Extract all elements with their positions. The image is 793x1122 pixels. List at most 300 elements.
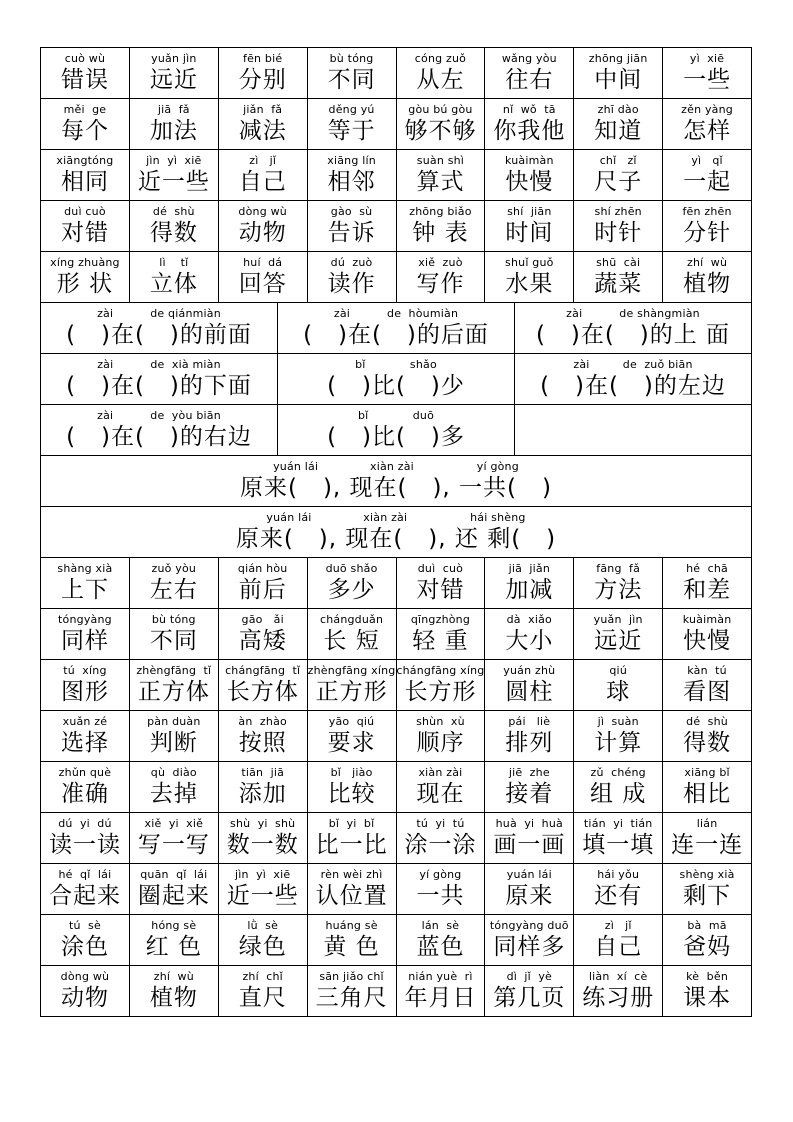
hanzi-text: 从左 [416,67,465,93]
hanzi-text: 往右 [505,67,554,93]
word-cell [41,711,130,761]
pinyin-text: tián yi tián [583,817,653,830]
word-row [40,965,752,1017]
pinyin-text: zì jǐ [249,154,277,167]
hanzi-text: 不同 [327,67,376,93]
word-cell [397,813,486,863]
hanzi-text: 得数 [683,730,732,756]
phrase-cell [278,354,515,404]
hanzi-text: 原来 [505,883,554,909]
hanzi-text: 轻 重 [412,628,469,654]
word-cell [485,966,574,1016]
phrase-cell [278,303,515,353]
word-cell [663,966,752,1016]
pinyin-text: bù tóng [151,613,196,626]
word-cell [397,660,486,710]
word-row [40,200,752,251]
pinyin-text: bà mā [687,919,727,932]
pinyin-text: nǐ wǒ tā [502,103,556,116]
word-cell [574,201,663,251]
hanzi-text: 直尺 [238,985,287,1011]
word-cell [130,864,219,914]
word-cell [485,864,574,914]
hanzi-text: 告诉 [327,220,376,246]
hanzi-text: 涂一涂 [404,832,477,858]
word-cell [574,252,663,302]
pinyin-text: àn zhào [238,715,287,728]
hanzi-text: 立体 [149,271,198,297]
hanzi-text: 课本 [683,985,732,1011]
pinyin-text: shàng xià [57,562,113,575]
word-cell [663,711,752,761]
pinyin-text: yāo qiú [328,715,375,728]
word-cell [308,864,397,914]
word-cell [574,48,663,98]
pinyin-text: yuǎn jìn [593,613,643,626]
pinyin-text: xiāng lín [327,154,376,167]
pinyin-text: zhí wù [153,970,194,983]
hanzi-text: 按照 [238,730,287,756]
hanzi-text: 你我他 [493,118,566,144]
pinyin-text: qù diào [150,766,197,779]
sentence-row [40,455,752,506]
pinyin-text: zuǒ yòu [151,562,197,575]
pinyin-text: zhōng biǎo [409,205,472,218]
word-cell [130,762,219,812]
hanzi-text: 涂色 [60,934,109,960]
phrase-cell [515,405,752,455]
hanzi-text: ( )在( )的上 面 [535,322,731,348]
hanzi-text: 加减 [505,577,554,603]
word-cell [485,609,574,659]
hanzi-text: 怎样 [683,118,732,144]
pinyin-text: bù tóng [329,52,374,65]
word-cell [219,48,308,98]
pinyin-text: měi ge [63,103,107,116]
word-cell [130,660,219,710]
pinyin-text: gào sù [330,205,373,218]
word-cell [308,609,397,659]
word-cell [574,609,663,659]
pinyin-text: zài de xià miàn [97,358,221,371]
hanzi-text: 一些 [683,67,732,93]
pinyin-text: rèn wèi zhì [320,868,383,881]
word-cell [397,711,486,761]
pinyin-text: xiě yi xiě [144,817,204,830]
pinyin-text: zǔ chéng [590,766,646,779]
hanzi-text: 添加 [238,781,287,807]
hanzi-text: 植物 [149,985,198,1011]
word-cell [308,252,397,302]
word-cell [41,609,130,659]
pinyin-text: xiāngtóng [56,154,114,167]
pinyin-text: qián hòu [237,562,288,575]
pinyin-text: huáng sè [325,919,378,932]
pinyin-text: dà xiǎo [506,613,552,626]
hanzi-text: 远近 [594,628,643,654]
word-cell [397,558,486,608]
hanzi-text: 对错 [416,577,465,603]
pinyin-text: tú sè [68,919,101,932]
word-cell [41,558,130,608]
pinyin-text: shèng xià [679,868,735,881]
word-cell [574,99,663,149]
phrase-cell [41,405,278,455]
word-cell [308,762,397,812]
word-cell [663,864,752,914]
hanzi-text: 水果 [505,271,554,297]
pinyin-text: zài de qiánmiàn [97,307,221,320]
word-cell [130,915,219,965]
hanzi-text: 绿色 [238,934,287,960]
word-cell [485,660,574,710]
pinyin-text: yuǎn jìn [151,52,197,65]
hanzi-text: 看图 [683,679,732,705]
phrase-row [40,404,752,455]
hanzi-text: 前后 [238,577,287,603]
pinyin-text: yuán lái xiàn zài hái shèng [266,511,526,524]
hanzi-text: 选择 [60,730,109,756]
hanzi-text: 自己 [594,934,643,960]
word-cell [308,660,397,710]
word-row [40,251,752,302]
pinyin-text: tiān jiā [241,766,285,779]
word-cell [663,150,752,200]
pinyin-text: dì jǐ yè [506,970,553,983]
pinyin-text: bǐ yi bǐ [328,817,375,830]
word-cell [663,660,752,710]
pinyin-text: zì jǐ [604,919,632,932]
hanzi-text: 读作 [327,271,376,297]
pinyin-text: liàn xí cè [588,970,648,983]
word-cell [397,864,486,914]
word-cell [663,201,752,251]
word-cell [663,609,752,659]
hanzi-text: 判断 [149,730,198,756]
hanzi-text: 填一填 [582,832,655,858]
hanzi-text: 计算 [594,730,643,756]
pinyin-text: sān jiǎo chǐ [319,970,384,983]
pinyin-text: jì suàn [597,715,639,728]
word-cell [663,558,752,608]
word-cell [663,915,752,965]
word-cell [41,150,130,200]
word-row [40,557,752,608]
pinyin-text: pái liè [508,715,551,728]
word-cell [219,813,308,863]
pinyin-text: xuǎn zé [62,715,108,728]
hanzi-text: 读一读 [48,832,121,858]
hanzi-text: 分针 [683,220,732,246]
hanzi-text: 多少 [327,577,376,603]
hanzi-text: 正方体 [137,679,210,705]
pinyin-text: zhǔn què [58,766,112,779]
hanzi-text: 时针 [594,220,643,246]
word-cell [41,252,130,302]
pinyin-text: bǐ shǎo [355,358,437,371]
pinyin-text: yuán zhù [503,664,556,677]
pinyin-text: xiàn zài [418,766,463,779]
word-cell [219,711,308,761]
word-cell [130,966,219,1016]
pinyin-text: gòu bú gòu [408,103,473,116]
pinyin-text: kàn tú [687,664,727,677]
pinyin-text: tú xíng [63,664,107,677]
hanzi-text: 还有 [594,883,643,909]
hanzi-text: 相比 [683,781,732,807]
word-cell [41,813,130,863]
word-cell [41,762,130,812]
word-cell [663,813,752,863]
hanzi-text: 上下 [60,577,109,603]
word-cell [130,48,219,98]
word-cell [308,150,397,200]
sentence-cell [41,456,752,506]
pinyin-text: cóng zuǒ [414,52,467,65]
pinyin-text: kè běn [686,970,728,983]
hanzi-text: 比较 [327,781,376,807]
word-cell [219,762,308,812]
word-cell [41,99,130,149]
pinyin-text: shùn xù [416,715,465,728]
word-cell [308,558,397,608]
word-cell [130,813,219,863]
hanzi-text: 图形 [60,679,109,705]
hanzi-text: 组 成 [590,781,647,807]
pinyin-text: suàn shì [416,154,465,167]
pinyin-text: jìn yì xiē [146,154,202,167]
pinyin-text: chǐ zǐ [599,154,637,167]
hanzi-text: 时间 [505,220,554,246]
word-cell [130,99,219,149]
hanzi-text: 知道 [594,118,643,144]
word-cell [130,609,219,659]
pinyin-text: yí gòng [419,868,462,881]
pinyin-text: zěn yàng [681,103,733,116]
pinyin-text: děng yú [328,103,375,116]
hanzi-text: 去掉 [149,781,198,807]
word-row [40,149,752,200]
hanzi-text: 现在 [416,781,465,807]
word-cell [485,150,574,200]
hanzi-text: 写作 [416,271,465,297]
word-cell [397,252,486,302]
pinyin-text: chángduǎn [319,613,384,626]
hanzi-text: 尺子 [594,169,643,195]
word-cell [485,558,574,608]
word-cell [308,813,397,863]
word-cell [663,99,752,149]
word-cell [485,915,574,965]
hanzi-text: 不同 [149,628,198,654]
pinyin-text: shí jiān [507,205,552,218]
hanzi-text: 接着 [505,781,554,807]
pinyin-text: tóngyàng [58,613,112,626]
pinyin-text: kuàimàn [504,154,554,167]
pinyin-text: jìn yì xiē [235,868,291,881]
word-cell [574,813,663,863]
word-row [40,863,752,914]
phrase-cell [278,405,515,455]
word-cell [308,966,397,1016]
hanzi-text: 方法 [594,577,643,603]
word-cell [397,915,486,965]
hanzi-text: 原来( ), 现在( ), 还 剩( ) [235,526,557,552]
word-cell [574,864,663,914]
word-cell [219,915,308,965]
pinyin-text: huà yi huà [495,817,563,830]
pinyin-text: jiǎn fǎ [243,103,283,116]
word-cell [41,201,130,251]
sentence-row [40,506,752,557]
word-cell [308,711,397,761]
word-cell [574,966,663,1016]
word-row [40,98,752,149]
pinyin-text: fāng fǎ [596,562,641,575]
pinyin-text: yì xiē [689,52,725,65]
hanzi-text: 排列 [505,730,554,756]
hanzi-text: 够不够 [404,118,477,144]
pinyin-text: yuán lái [506,868,552,881]
pinyin-text: zhī dào [597,103,639,116]
word-cell [397,762,486,812]
hanzi-text: 数一数 [226,832,299,858]
word-row [40,47,752,98]
word-cell [663,48,752,98]
hanzi-text: 长方形 [404,679,477,705]
hanzi-text: 相同 [60,169,109,195]
hanzi-text: 认位置 [315,883,388,909]
phrase-cell [515,303,752,353]
hanzi-text: 要求 [327,730,376,756]
hanzi-text: 相邻 [327,169,376,195]
pinyin-text: lán sè [421,919,460,932]
word-cell [574,762,663,812]
hanzi-text: 正方形 [315,679,388,705]
word-cell [41,48,130,98]
pinyin-text: hé chā [686,562,729,575]
hanzi-text: 快慢 [683,628,732,654]
word-cell [397,201,486,251]
word-cell [485,762,574,812]
word-cell [219,609,308,659]
hanzi-text: 钟 表 [412,220,469,246]
word-cell [308,915,397,965]
pinyin-text: hé qǐ lái [58,868,112,881]
pinyin-text: lì tǐ [159,256,189,269]
pinyin-text: zhí chǐ [242,970,283,983]
pinyin-text: duì cuò [64,205,106,218]
hanzi-text: 减法 [238,118,287,144]
word-cell [397,48,486,98]
hanzi-text: 中间 [594,67,643,93]
word-cell [574,150,663,200]
word-cell [574,660,663,710]
hanzi-text: 长方体 [226,679,299,705]
hanzi-text: ( )在( )的下面 [66,373,252,399]
pinyin-text: zhí wù [686,256,728,269]
hanzi-text: 比一比 [315,832,388,858]
pinyin-text: nián yuè rì [408,970,473,983]
word-cell [219,252,308,302]
phrase-cell [41,303,278,353]
pinyin-text: duō shǎo [325,562,378,575]
word-row [40,659,752,710]
pinyin-text: bǐ duō [357,409,435,422]
pinyin-text: zài de yòu biān [97,409,221,422]
hanzi-text: ( )比( )多 [327,424,465,450]
pinyin-text: qiú [609,664,627,677]
word-cell [308,48,397,98]
word-row [40,812,752,863]
word-cell [485,99,574,149]
phrase-cell [515,354,752,404]
word-cell [130,201,219,251]
word-cell [485,711,574,761]
pinyin-text: bǐ jiào [330,766,373,779]
hanzi-text: 同样多 [493,934,566,960]
hanzi-text: 左右 [149,577,198,603]
pinyin-text: yuán lái xiàn zài yí gòng [273,460,519,473]
pinyin-text: tóngyàng duō [489,919,569,932]
pinyin-text: shí zhēn [594,205,642,218]
vocabulary-table [40,47,752,1017]
pinyin-text: xiě zuò [418,256,463,269]
pinyin-text: lián [696,817,718,830]
hanzi-text: 一共 [416,883,465,909]
word-row [40,761,752,812]
word-cell [130,150,219,200]
word-cell [397,609,486,659]
hanzi-text: 动物 [238,220,287,246]
hanzi-text: 等于 [327,118,376,144]
phrase-cell [41,354,278,404]
pinyin-text: zài de shàngmiàn [566,307,700,320]
pinyin-text: zhèngfāng xíng [307,664,396,677]
pinyin-text: jiē zhe [508,766,550,779]
hanzi-text: 爸妈 [683,934,732,960]
hanzi-text: 回答 [238,271,287,297]
word-cell [397,966,486,1016]
word-cell [397,99,486,149]
hanzi-text: 长 短 [323,628,380,654]
hanzi-text: 自己 [238,169,287,195]
pinyin-text: quān qǐ lái [140,868,208,881]
pinyin-text: cuò wù [64,52,106,65]
pinyin-text: shū cài [596,256,641,269]
pinyin-text: zhōng jiān [588,52,648,65]
word-cell [41,660,130,710]
pinyin-text: zhèngfāng tǐ [136,664,212,677]
word-cell [485,48,574,98]
word-cell [130,558,219,608]
hanzi-text: 得数 [149,220,198,246]
word-cell [219,201,308,251]
pinyin-text: xíng zhuàng [50,256,120,269]
pinyin-text: dé shù [152,205,195,218]
word-cell [219,864,308,914]
word-cell [308,99,397,149]
hanzi-text: ( )在( )的前面 [66,322,252,348]
pinyin-text: gāo ǎi [241,613,284,626]
word-cell [219,660,308,710]
hanzi-text: 形 状 [56,271,114,297]
phrase-row [40,353,752,404]
word-cell [41,966,130,1016]
hanzi-text: 蔬菜 [594,271,643,297]
hanzi-text: 红 色 [145,934,202,960]
hanzi-text: 原来( ), 现在( ), 一共( ) [240,475,552,501]
